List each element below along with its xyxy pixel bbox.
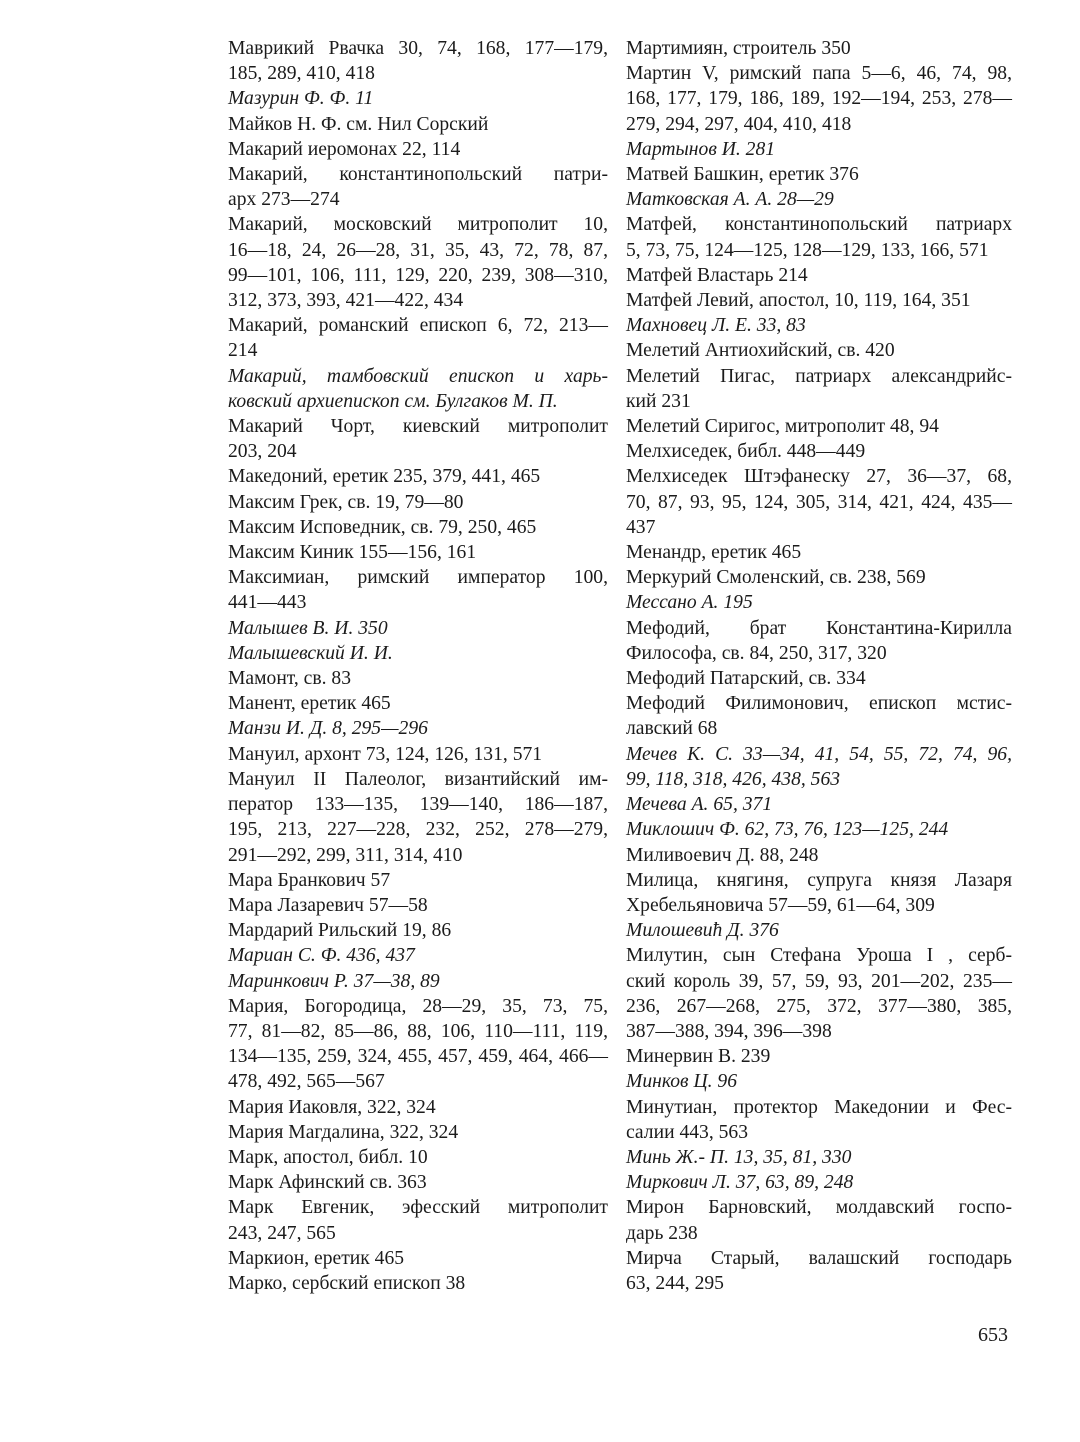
index-entry-line: Мара Лазаревич 57—58 <box>228 894 428 916</box>
index-entry-line: Миливоевич Д. 88, 248 <box>626 844 819 866</box>
index-entry-line: Макарий иеромонах 22, 114 <box>228 138 461 160</box>
index-entry-line: 168, 177, 179, 186, 189, 192—194, 253, 278— <box>626 88 1012 110</box>
index-entry-line: Мамонт, св. 83 <box>228 668 352 690</box>
index-entry-line: Матфей, константинопольский патриарх <box>626 214 1012 236</box>
index-entry-line: Мануил, архонт 73, 124, 126, 131, 571 <box>228 743 543 765</box>
index-entry-line: Мара Бранкович 57 <box>228 869 391 891</box>
index-entry <box>626 212 1012 262</box>
index-entry <box>228 313 608 363</box>
index-entry-line: 185, 289, 410, 418 <box>228 63 375 85</box>
index-entry-line: Менандр, еретик 465 <box>626 542 802 564</box>
index-column-right <box>626 36 1012 1296</box>
index-entry-line: Маврикий Рвачка 30, 74, 168, 177—179, <box>228 38 608 59</box>
index-entry-line: Мартин V, римский папа 5—6, 46, 74, 98, <box>626 63 1012 85</box>
index-entry <box>228 1170 608 1195</box>
index-entry <box>228 666 608 691</box>
index-entry <box>228 1145 608 1170</box>
index-entry-line: 16—18, 24, 26—28, 31, 35, 43, 72, 78, 87, <box>228 239 608 261</box>
index-entry-line: ковский архиепископ см. Булгаков М. П. <box>228 390 558 412</box>
index-entry <box>228 1195 608 1245</box>
index-entry <box>228 112 608 137</box>
index-entry-line: Хребельяновича 57—59, 61—64, 309 <box>626 894 935 916</box>
index-entry-line: 203, 204 <box>228 441 297 463</box>
index-entry-line: Мариан С. Ф. 436, 437 <box>228 945 415 967</box>
index-entry <box>626 943 1012 1044</box>
index-entry-line: 279, 294, 297, 404, 410, 418 <box>626 113 852 135</box>
index-entry-line: Мелетий Сиригос, митрополит 48, 94 <box>626 416 939 438</box>
index-entry-line: Меркурий Смоленский, св. 238, 569 <box>626 567 926 589</box>
index-entry-line: Мечева А. 65, 371 <box>626 794 773 816</box>
index-entry <box>228 893 608 918</box>
index-entry <box>228 1120 608 1145</box>
index-entry-line: 478, 492, 565—567 <box>228 1071 385 1093</box>
index-entry-line: Мечев К. С. 33—34, 41, 54, 55, 72, 74, 96, <box>626 743 1012 765</box>
index-entry <box>228 364 608 414</box>
index-entry <box>626 187 1012 212</box>
index-entry-line: 195, 213, 227—228, 232, 252, 278—279, <box>228 819 608 841</box>
index-entry-line: Манзи И. Д. 8, 295—296 <box>228 718 428 740</box>
index-entry-line: Милица, княгиня, супруга князя Лазаря <box>626 869 1012 891</box>
index-entry-line: Минь Ж.- П. 13, 35, 81, 330 <box>626 1146 852 1168</box>
index-entry-line: Максим Киник 155—156, 161 <box>228 542 477 564</box>
index-entry-line: 236, 267—268, 275, 372, 377—380, 385, <box>626 995 1012 1017</box>
index-entry <box>626 288 1012 313</box>
index-entry <box>626 364 1012 414</box>
index-entry <box>626 843 1012 868</box>
index-entry <box>626 162 1012 187</box>
index-entry-line: салии 443, 563 <box>626 1121 749 1143</box>
index-entry <box>228 943 608 968</box>
index-entry <box>626 540 1012 565</box>
index-entry-line: Матвей Башкин, еретик 376 <box>626 164 859 186</box>
index-entry <box>228 716 608 741</box>
index-entry-line: Матковская А. А. 28—29 <box>626 189 834 211</box>
index-entry-line: Мелхиседек Штэфанеску 27, 36—37, 68, <box>626 466 1012 488</box>
index-entry-line: Минков Ц. 96 <box>626 1071 737 1093</box>
index-entry-line: дарь 238 <box>626 1222 698 1244</box>
index-entry-line: Макарий, романский епископ 6, 72, 213— <box>228 315 608 337</box>
index-entry <box>228 742 608 767</box>
index-entry-line: Макарий, тамбовский епископ и харь- <box>228 365 608 387</box>
index-entry-line: Мария Магдалина, 322, 324 <box>228 1121 459 1143</box>
index-entry <box>626 918 1012 943</box>
index-entry <box>228 464 608 489</box>
index-entry-line: Максимиан, римский император 100, <box>228 567 608 589</box>
index-entry <box>626 313 1012 338</box>
index-entry <box>626 137 1012 162</box>
index-entry <box>228 212 608 313</box>
index-entry-line: 441—443 <box>228 592 307 614</box>
index-entry-line: 312, 373, 393, 421—422, 434 <box>228 290 464 312</box>
index-entry <box>626 1044 1012 1069</box>
index-entry-line: Философа, св. 84, 250, 317, 320 <box>626 642 887 664</box>
index-entry-line: Мария Иаковля, 322, 324 <box>228 1096 436 1118</box>
index-entry-line: Марк, апостол, библ. 10 <box>228 1146 428 1168</box>
index-entry-line: 63, 244, 295 <box>626 1272 724 1294</box>
index-entry-line: Мефодий Патарский, св. 334 <box>626 668 866 690</box>
index-entry-line: Мирча Старый, валашский господарь <box>626 1247 1012 1269</box>
index-entry-line: Милошевић Д. 376 <box>626 920 779 942</box>
index-entry <box>228 86 608 111</box>
index-entry-line: 99, 118, 318, 426, 438, 563 <box>626 768 841 790</box>
index-entry <box>228 994 608 1095</box>
index-entry <box>228 868 608 893</box>
index-entry <box>626 1170 1012 1195</box>
index-entry-line: 387—388, 394, 396—398 <box>626 1020 832 1042</box>
index-entry-line: 70, 87, 93, 95, 124, 305, 314, 421, 424, 435— <box>626 491 1012 513</box>
index-entry-line: Милутин, сын Стефана Уроша I , серб- <box>626 945 1012 967</box>
index-entry-line: Мазурин Ф. Ф. 11 <box>228 88 374 110</box>
index-entry-line: 134—135, 259, 324, 455, 457, 459, 464, 466— <box>228 1046 608 1068</box>
index-entry <box>626 792 1012 817</box>
index-entry-line: Македоний, еретик 235, 379, 441, 465 <box>228 466 541 488</box>
index-entry-line: Мефодий, брат Константина-Кирилла <box>626 617 1012 639</box>
index-entry-line: кий 231 <box>626 390 691 412</box>
index-entry-line: Мессано А. 195 <box>626 592 753 614</box>
index-entry <box>228 414 608 464</box>
index-entry <box>626 263 1012 288</box>
index-entry <box>626 590 1012 615</box>
index-entry <box>626 1069 1012 1094</box>
index-entry-line: Матфей Левий, апостол, 10, 119, 164, 351 <box>626 290 971 312</box>
index-entry <box>228 691 608 716</box>
index-entry <box>228 1095 608 1120</box>
index-entry-line: 291—292, 299, 311, 314, 410 <box>228 844 463 866</box>
index-entry <box>228 969 608 994</box>
index-entry-line: Мардарий Рильский 19, 86 <box>228 920 452 942</box>
index-entry <box>228 767 608 868</box>
index-entry <box>626 338 1012 363</box>
index-entry-line: Мария, Богородица, 28—29, 35, 73, 75, <box>228 995 608 1017</box>
index-entry-line: 77, 81—82, 85—86, 88, 106, 110—111, 119, <box>228 1020 608 1042</box>
index-entry-line: Минервин В. 239 <box>626 1046 771 1068</box>
index-entry-line: Мелхиседек, библ. 448—449 <box>626 441 866 463</box>
index-entry <box>626 1145 1012 1170</box>
index-entry-line: Макарий, московский митрополит 10, <box>228 214 608 236</box>
index-entry-line: Малышевский И. И. <box>228 642 393 664</box>
index-entry <box>228 565 608 615</box>
index-entry <box>228 36 608 86</box>
index-entry <box>626 817 1012 842</box>
index-entry <box>626 414 1012 439</box>
index-entry-line: Мартынов И. 281 <box>626 138 776 160</box>
index-entry <box>228 616 608 641</box>
index-entry <box>228 162 608 212</box>
index-entry <box>626 464 1012 540</box>
index-entry-line: Махновец Л. Е. 33, 83 <box>626 315 806 337</box>
index-entry-line: лавский 68 <box>626 718 718 740</box>
index-entry-line: Малышев В. И. 350 <box>228 617 388 639</box>
index-entry-line: Марк Афинский св. 363 <box>228 1172 427 1194</box>
index-entry-line: Маринкович Р. 37—38, 89 <box>228 970 440 992</box>
index-entry <box>626 1195 1012 1245</box>
index-entry-line: Миркович Л. 37, 63, 89, 248 <box>626 1172 854 1194</box>
index-entry-line: Марко, сербский епископ 38 <box>228 1272 466 1294</box>
index-entry <box>626 439 1012 464</box>
index-entry-line: Мелетий Антиохийский, св. 420 <box>626 340 895 362</box>
index-entry-line: 243, 247, 565 <box>228 1222 336 1244</box>
index-entry <box>626 666 1012 691</box>
index-entry <box>626 61 1012 137</box>
index-entry <box>228 490 608 515</box>
index-entry-line: Макарий Чорт, киевский митрополит <box>228 416 608 438</box>
index-entry-line: Майков Н. Ф. см. Нил Сорский <box>228 113 489 135</box>
index-entry-line: Марк Евгеник, эфесский митрополит <box>228 1197 608 1219</box>
index-entry-line: 437 <box>626 516 656 538</box>
index-entry <box>626 565 1012 590</box>
index-entry-line: Максим Грек, св. 19, 79—80 <box>228 491 464 513</box>
index-entry <box>626 742 1012 792</box>
index-entry-line: Макарий, константинопольский патри- <box>228 164 608 186</box>
index-entry-line: Мирон Барновский, молдавский госпо- <box>626 1197 1012 1219</box>
index-entry-line: 214 <box>228 340 258 362</box>
index-entry-line: Мелетий Пигас, патриарх александрийс- <box>626 365 1012 387</box>
index-entry-line: Мефодий Филимонович, епископ мстис- <box>626 693 1012 715</box>
index-column-left <box>228 36 608 1296</box>
index-entry-line: 5, 73, 75, 124—125, 128—129, 133, 166, 571 <box>626 239 989 261</box>
index-entry-line: Миклошич Ф. 62, 73, 76, 123—125, 244 <box>626 819 949 841</box>
index-entry-line: Минутиан, протектор Македонии и Фес- <box>626 1096 1012 1118</box>
index-entry-line: Манент, еретик 465 <box>228 693 391 715</box>
index-entry <box>228 641 608 666</box>
index-entry-line: арх 273—274 <box>228 189 340 211</box>
index-entry-line: Максим Исповедник, св. 79, 250, 465 <box>228 516 537 538</box>
page-number: 653 <box>978 1324 1008 1346</box>
index-entry-line: Маркион, еретик 465 <box>228 1247 405 1269</box>
index-entry <box>228 540 608 565</box>
index-entry-line: 99—101, 106, 111, 129, 220, 239, 308—310, <box>228 264 608 286</box>
index-entry <box>626 1095 1012 1145</box>
index-entry <box>228 918 608 943</box>
index-entry <box>626 868 1012 918</box>
index-entry <box>626 36 1012 61</box>
index-entry <box>228 1246 608 1271</box>
index-entry-line: Мартимиян, строитель 350 <box>626 38 851 59</box>
index-entry <box>228 515 608 540</box>
index-entry-line: Матфей Властарь 214 <box>626 264 808 286</box>
index-entry <box>228 1271 608 1296</box>
index-entry-line: ский король 39, 57, 59, 93, 201—202, 235— <box>626 970 1012 992</box>
index-entry-line: ператор 133—135, 139—140, 186—187, <box>228 794 608 816</box>
index-entry <box>626 691 1012 741</box>
index-entry-line: Мануил II Палеолог, византийский им- <box>228 768 608 790</box>
index-entry <box>626 616 1012 666</box>
index-entry <box>626 1246 1012 1296</box>
index-entry <box>228 137 608 162</box>
